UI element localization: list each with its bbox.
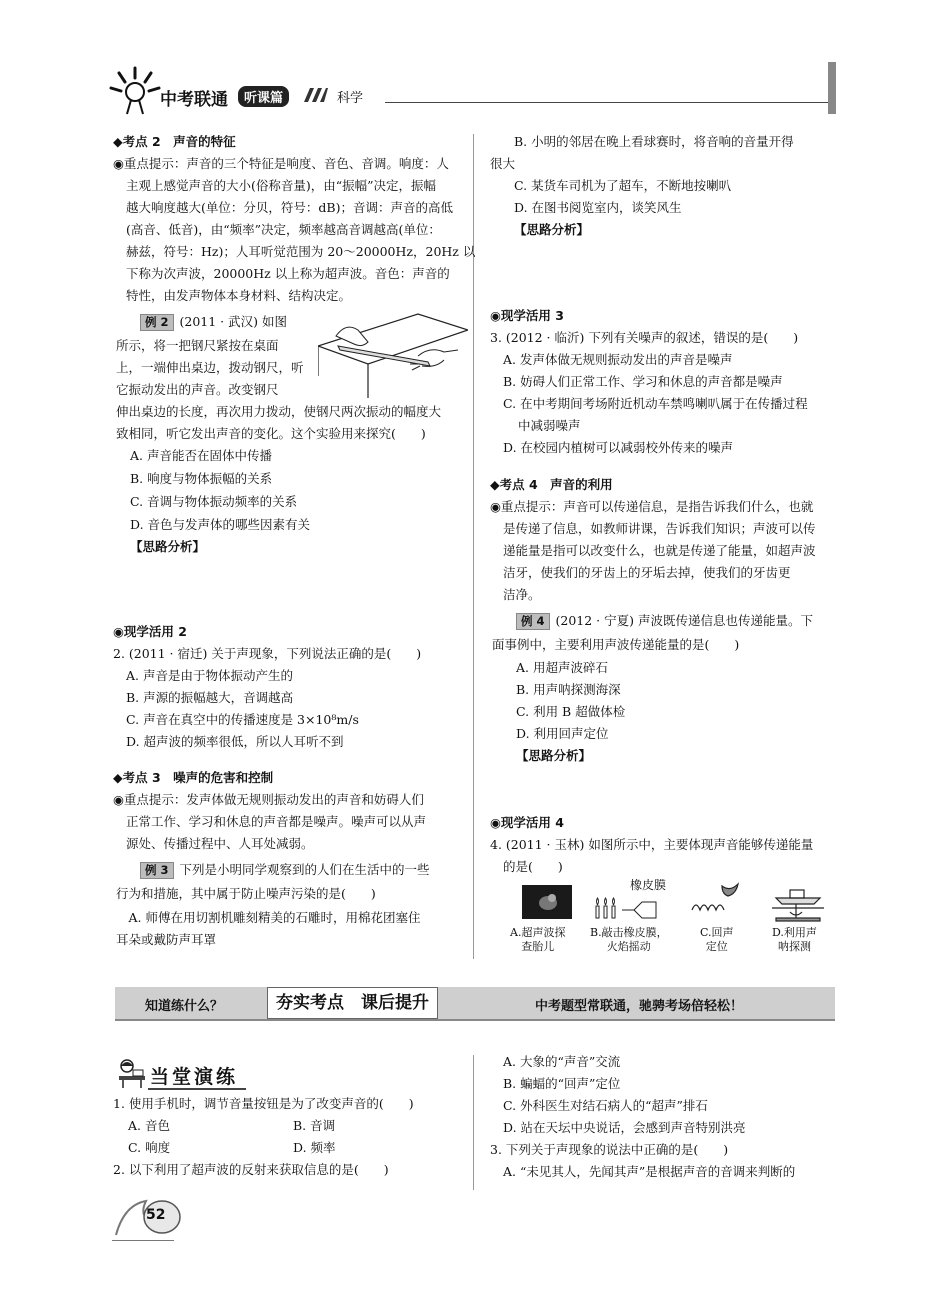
ex2-option: B. 响度与物体振幅的关系	[130, 471, 273, 486]
p-q1-option: B. 音调	[293, 1118, 336, 1133]
k4-line: 洁净。	[503, 587, 541, 602]
candle-membrane-figure	[592, 894, 662, 920]
q2-option: B. 声源的振幅越大，音调越高	[126, 690, 294, 705]
p-q2-stem: 2. 以下利用了超声波的反射来获取信息的是( )	[113, 1162, 389, 1177]
ex4-header	[516, 611, 813, 631]
ruler-on-desk-figure	[318, 306, 468, 402]
p-q2-option: C. 外科医生对结石病人的“超声”排石	[503, 1098, 708, 1113]
q3-option: D. 在校园内植树可以减弱校外传来的噪声	[503, 440, 734, 455]
ex2-line: (2011 · 武汉) 如图	[179, 314, 287, 329]
page-number: 52	[146, 1207, 166, 1223]
caption-b	[590, 926, 668, 954]
q2-stem: 2. (2011 · 宿迁) 关于声现象，下列说法正确的是( )	[113, 646, 422, 661]
ex3-line: 行为和措施，其中属于防止噪声污染的是( )	[116, 886, 376, 901]
k2-line: 赫兹，符号：Hz)；人耳听觉范围为 20～20000Hz，20Hz 以	[126, 244, 476, 259]
stripes-icon	[300, 88, 328, 102]
q3-option: C. 在中考期间考场附近机动车禁鸣喇叭属于在传播过程	[503, 396, 808, 411]
p-q3-option: A. “未见其人，先闻其声”是根据声音的音调来判断的	[503, 1164, 796, 1179]
k2-line: 下称为次声波，20000Hz 以上称为超声波。音色：声音的	[126, 266, 450, 281]
use2-title: ◉现学活用 2	[113, 624, 187, 639]
ex3-cont-line: D. 在图书阅览室内，谈笑风生	[514, 200, 682, 215]
ex4-option: B. 用声呐探测海深	[516, 682, 621, 697]
caption-line: D.利用声	[772, 926, 817, 939]
ex3-line: A. 师傅在用切割机雕刻精美的石雕时，用棉花团塞住	[116, 910, 421, 925]
header-rule	[385, 102, 835, 103]
ex3-line: 下列是小明同学观察到的人们在生活中的一些	[179, 862, 430, 877]
ex3-cont-line: 很大	[490, 156, 516, 171]
ex2-option: C. 音调与物体振动频率的关系	[130, 494, 298, 509]
caption-line: C.回声	[700, 926, 734, 939]
k3-line: ◉重点提示：发声体做无规则振动发出的声音和妨碍人们	[113, 792, 424, 807]
practice-title: 当堂演练	[150, 1066, 239, 1088]
ex2-line: 致相同，听它发出声音的变化。这个实验用来探究( )	[116, 426, 426, 441]
sonar-ship-figure	[768, 880, 828, 922]
practice-title-rule	[148, 1088, 246, 1090]
p-q2-option: D. 站在天坛中央说话，会感到声音特别洪亮	[503, 1120, 746, 1135]
p-q1-option: D. 频率	[293, 1140, 336, 1155]
ex2-line: 它振动发出的声音。改变钢尺	[116, 382, 279, 397]
q3-stem: 3. (2012 · 临沂) 下列有关噪声的叙述，错误的是( )	[490, 330, 799, 345]
use4-title: ◉现学活用 4	[490, 815, 564, 830]
p-q1-option: C. 响度	[128, 1140, 171, 1155]
k4-line: 是传递了信息，如教师讲课，告诉我们知识；声波可以传	[503, 521, 816, 536]
caption-a	[510, 926, 565, 954]
q2-option: D. 超声波的频率很低，所以人耳听不到	[126, 734, 344, 749]
q3-option: B. 妨碍人们正常工作、学习和休息的声音都是噪声	[503, 374, 783, 389]
example-badge: 例 3	[140, 862, 174, 879]
ex2-line: 所示，将一把钢尺紧按在桌面	[116, 338, 279, 353]
ex3-header	[140, 860, 430, 880]
sun-logo-icon	[105, 64, 165, 116]
analysis-label: 【思路分析】	[130, 539, 206, 554]
ex2-header	[140, 312, 287, 332]
brand-title: 中考联通	[160, 90, 228, 110]
k4-line: 递能量是指可以改变什么，也就是传递了能量，如超声波	[503, 543, 816, 558]
k3-line: 源处、传播过程中、人耳处减弱。	[126, 836, 314, 851]
k3-title: ◆考点 3 噪声的危害和控制	[113, 770, 274, 785]
ex4-line: (2012 · 宁夏) 声波既传递信息也传递能量。下	[555, 613, 813, 628]
ex4-option: C. 利用 B 超做体检	[516, 704, 626, 719]
example-badge: 例 2	[140, 314, 174, 331]
header-right-bar	[828, 62, 836, 114]
analysis-label: 【思路分析】	[514, 222, 590, 237]
ex4-line: 面事例中，主要利用声波传递能量的是( )	[492, 637, 740, 652]
use3-title: ◉现学活用 3	[490, 308, 564, 323]
p-q3-stem: 3. 下列关于声现象的说法中正确的是( )	[490, 1142, 729, 1157]
k2-line: (高音、低音)，由“频率”决定，频率越高音调越高(单位：	[126, 222, 441, 237]
k2-line: 特性，由发声物体本身材料、结构决定。	[126, 288, 352, 303]
column-divider-bottom	[473, 1055, 474, 1190]
p-q1-option: A. 音色	[128, 1118, 170, 1133]
caption-line: 火焰摇动	[606, 940, 651, 953]
header-bar	[105, 82, 835, 112]
ex4-option: A. 用超声波碎石	[516, 660, 608, 675]
ex4-option: D. 利用回声定位	[516, 726, 609, 741]
k2-title: ◆考点 2 声音的特征	[113, 134, 236, 149]
ex2-option: A. 声音能否在固体中传播	[130, 448, 272, 463]
ex3-line: 耳朵或戴防声耳罩	[116, 932, 217, 947]
q4-line: 4. (2011 · 玉林) 如图所示中，主要体现声音能够传递能量	[490, 837, 814, 852]
k4-line: 洁牙，使我们的牙齿上的牙垢去掉，使我们的牙齿更	[503, 565, 791, 580]
brand-tag: 听课篇	[238, 86, 289, 107]
caption-line: 呐探测	[777, 940, 811, 953]
ex2-option: D. 音色与发声体的哪些因素有关	[130, 517, 311, 532]
student-desk-icon	[115, 1058, 149, 1088]
k4-title: ◆考点 4 声音的利用	[490, 477, 613, 492]
p-q2-option: A. 大象的“声音”交流	[503, 1054, 621, 1069]
banner-left-text: 知道练什么？	[145, 999, 224, 1014]
caption-c	[700, 926, 734, 954]
echo-bat-figure	[688, 880, 748, 922]
caption-line: 定位	[705, 940, 728, 953]
banner-right-text: 中考题型常联通，驰骋考场倍轻松！	[535, 999, 744, 1014]
caption-line: A.超声波探	[510, 926, 566, 939]
analysis-label: 【思路分析】	[516, 748, 592, 763]
footer-rule	[112, 1240, 174, 1241]
q2-option: C. 声音在真空中的传播速度是 3×10⁸m/s	[126, 712, 359, 727]
k3-line: 正常工作、学习和休息的声音都是噪声。噪声可以从声	[126, 814, 427, 829]
q3-option: 中减弱噪声	[518, 418, 581, 433]
ex3-cont-line: B. 小明的邻居在晚上看球赛时，将音响的音量开得	[514, 134, 794, 149]
ultrasound-photo	[522, 885, 572, 919]
ex2-line: 上，一端伸出桌边，拨动钢尺，听	[116, 360, 304, 375]
caption-line: B.敲击橡皮膜，	[590, 926, 668, 939]
k4-line: ◉重点提示：声音可以传递信息，是指告诉我们什么，也就	[490, 499, 814, 514]
k2-line: ◉重点提示：声音的三个特征是响度、音色、音调。响度：人	[113, 156, 449, 171]
ex2-line: 伸出桌边的长度，再次用力拨动，使钢尺两次振动的幅度大	[116, 404, 442, 419]
ex3-cont-line: C. 某货车司机为了超车，不断地按喇叭	[514, 178, 732, 193]
q3-option: A. 发声体做无规则振动发出的声音是噪声	[503, 352, 733, 367]
k2-line: 主观上感觉声音的大小(俗称音量)，由“振幅”决定，振幅	[126, 178, 437, 193]
q2-option: A. 声音是由于物体振动产生的	[126, 668, 293, 683]
caption-d	[772, 926, 817, 954]
banner-center-text: 夯实考点 课后提升	[267, 987, 438, 1019]
example-badge: 例 4	[516, 613, 550, 630]
caption-line: 查胎儿	[521, 940, 555, 953]
p-q1-stem: 1. 使用手机时，调节音量按钮是为了改变声音的( )	[113, 1096, 414, 1111]
rubber-membrane-label: 橡皮膜	[630, 878, 667, 892]
section-banner	[115, 987, 835, 1021]
subject-label: 科学	[337, 91, 364, 106]
q4-line: 的是( )	[503, 859, 563, 874]
p-q2-option: B. 蝙蝠的“回声”定位	[503, 1076, 621, 1091]
k2-line: 越大响度越大(单位：分贝，符号：dB)；音调：声音的高低	[126, 200, 453, 215]
